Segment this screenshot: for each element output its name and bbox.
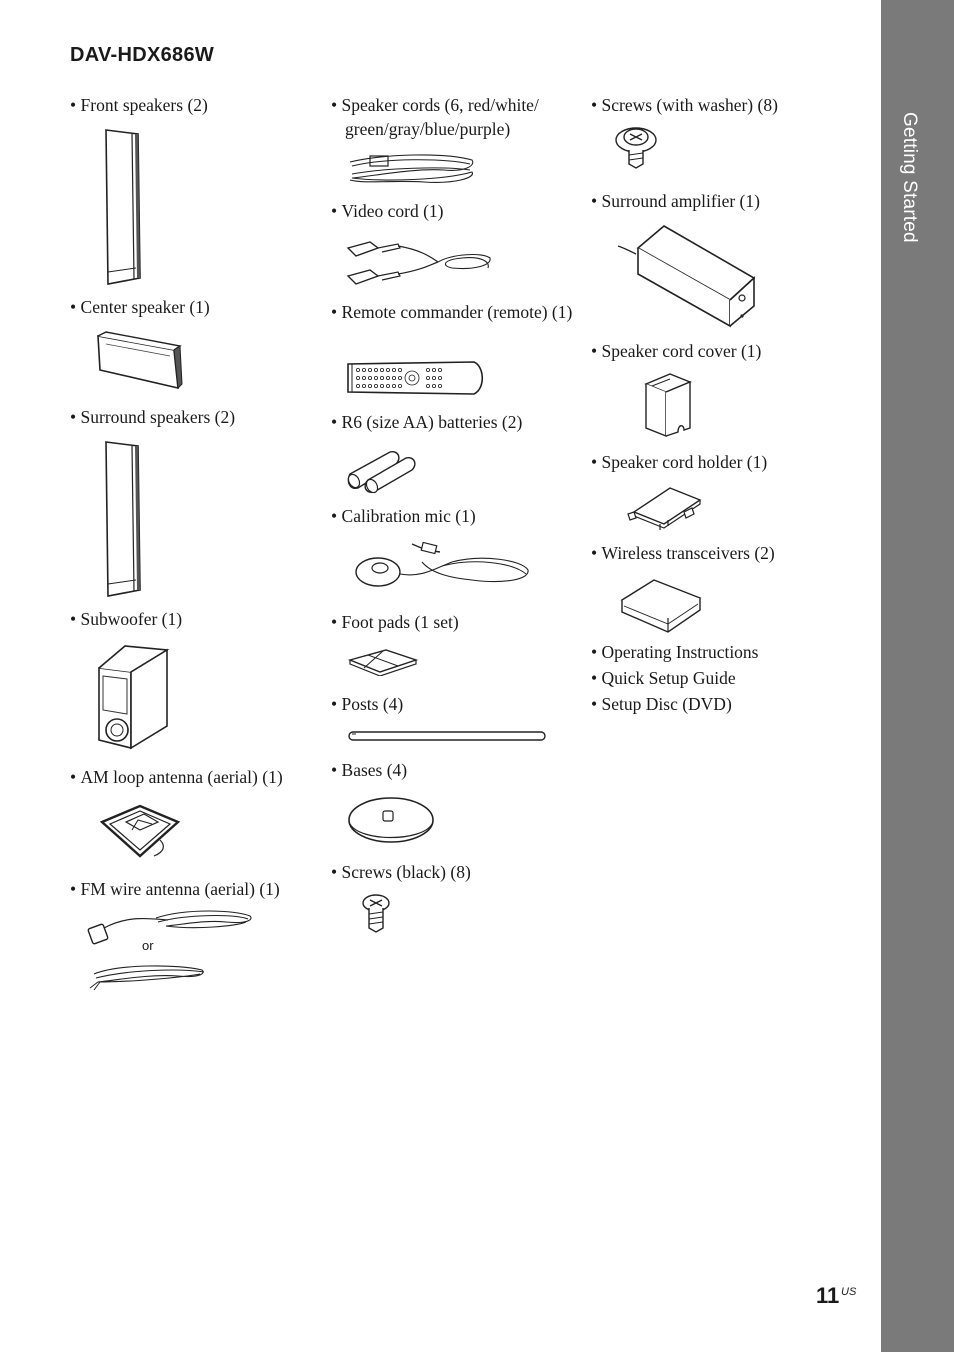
- item-foot-pads: • Foot pads (1 set): [331, 610, 585, 634]
- base-disc-icon: [346, 794, 438, 846]
- amplifier-icon: [614, 222, 758, 332]
- item-cord-cover: • Speaker cord cover (1): [591, 339, 845, 363]
- section-tab-label: Getting Started: [899, 112, 920, 243]
- screw-icon: [360, 892, 394, 934]
- item-subwoofer: • Subwoofer (1): [70, 607, 324, 631]
- item-fm-antenna: • FM wire antenna (aerial) (1): [70, 877, 334, 901]
- front-speaker-icon: [102, 128, 144, 288]
- battery-icon: [344, 444, 424, 494]
- item-screws-washer: • Screws (with washer) (8): [591, 93, 845, 117]
- item-front-speakers: • Front speakers (2): [70, 93, 324, 117]
- item-surround-amp: • Surround amplifier (1): [591, 189, 845, 213]
- center-speaker-icon: [94, 330, 186, 394]
- item-screws-black: • Screws (black) (8): [331, 860, 585, 884]
- item-cord-holder: • Speaker cord holder (1): [591, 450, 845, 474]
- screw-washer-icon: [614, 124, 660, 170]
- item-am-antenna: • AM loop antenna (aerial) (1): [70, 765, 334, 789]
- foot-pads-icon: [346, 646, 420, 676]
- item-posts: • Posts (4): [331, 692, 585, 716]
- item-transceivers: • Wireless transceivers (2): [591, 541, 845, 565]
- rca-cable-icon: [342, 234, 494, 290]
- item-setup-disc: • Setup Disc (DVD): [591, 692, 845, 716]
- model-heading: DAV-HDX686W: [70, 44, 215, 66]
- microphone-icon: [352, 538, 534, 594]
- item-center-speaker: • Center speaker (1): [70, 295, 324, 319]
- item-calibration-mic: • Calibration mic (1): [331, 504, 585, 528]
- cable-coil-icon: [344, 152, 478, 188]
- item-batteries: • R6 (size AA) batteries (2): [331, 410, 585, 434]
- item-operating-instructions: • Operating Instructions: [591, 640, 845, 664]
- transceiver-icon: [618, 576, 704, 634]
- item-bases: • Bases (4): [331, 758, 585, 782]
- page-number: 11: [816, 1283, 840, 1308]
- cord-cover-icon: [640, 372, 696, 440]
- item-surround-speakers: • Surround speakers (2): [70, 405, 324, 429]
- remote-control-icon: [346, 360, 488, 396]
- surround-speaker-icon: [102, 440, 144, 600]
- page-number-suffix: US: [841, 1286, 857, 1298]
- item-remote: • Remote commander (remote) (1): [331, 300, 575, 324]
- wire-antenna-icon: [86, 908, 256, 948]
- loop-antenna-icon: [94, 800, 182, 860]
- fm-or-label: or: [142, 938, 154, 953]
- subwoofer-icon: [95, 642, 171, 750]
- item-video-cord: • Video cord (1): [331, 199, 585, 223]
- post-rod-icon: [346, 729, 548, 745]
- item-speaker-cords: • Speaker cords (6, red/white/ green/gray/blue/purple): [331, 93, 585, 141]
- cord-holder-icon: [624, 484, 704, 532]
- item-quick-setup-guide: • Quick Setup Guide: [591, 666, 845, 690]
- wire-antenna-alt-icon: [88, 960, 208, 992]
